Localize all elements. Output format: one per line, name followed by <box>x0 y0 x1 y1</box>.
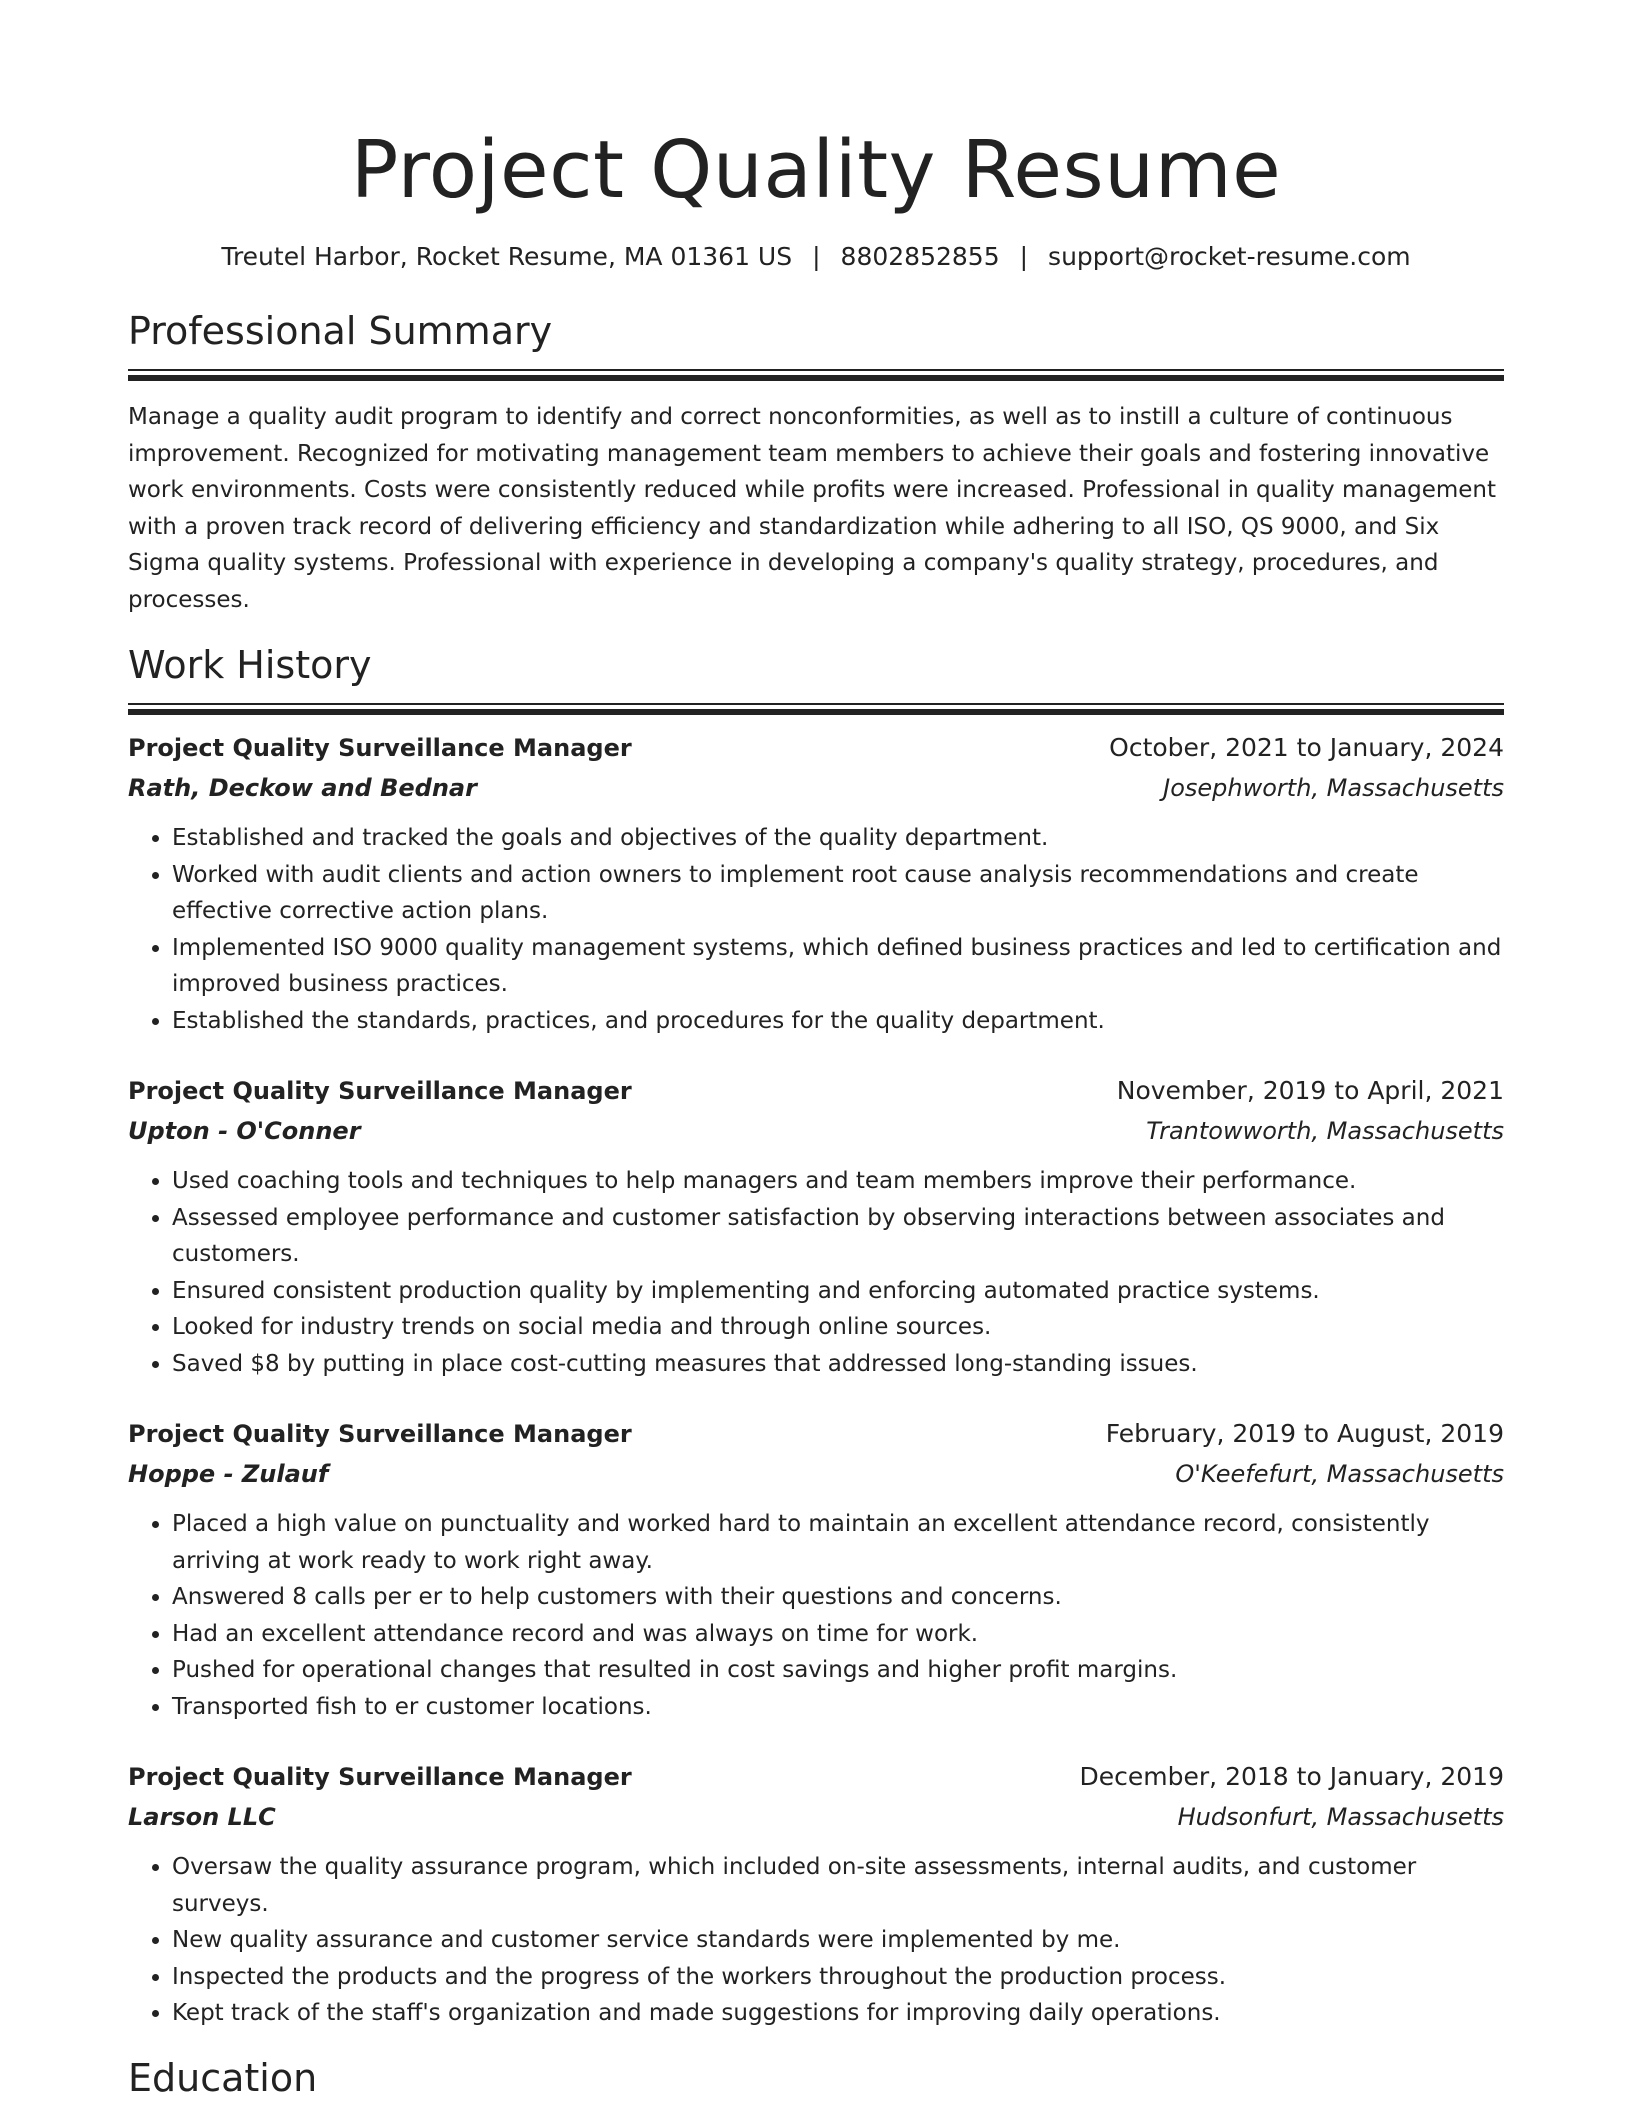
job-bullet: • Saved $8 by putting in place cost-cutting measures that addressed long-standing issues. <box>172 1346 1504 1383</box>
job-bullet: • Looked for industry trends on social media and through online sources. <box>172 1309 1504 1346</box>
job-location: O'Keefefurt, Massachusetts <box>1175 1460 1504 1488</box>
job-title: Project Quality Surveillance Manager <box>128 1420 632 1448</box>
rule-thin-line <box>128 369 1504 371</box>
contact-email: support@rocket-resume.com <box>1048 242 1411 271</box>
contact-address: Treutel Harbor, Rocket Resume, MA 01361 US <box>221 242 793 271</box>
job-company: Hoppe - Zulauf <box>128 1460 329 1488</box>
job-bullet: • Established the standards, practices, and procedures for the quality department. <box>172 1003 1504 1040</box>
job-bullet: • New quality assurance and customer service standards were implemented by me. <box>172 1922 1504 1959</box>
section-heading-work-history: Work History <box>128 643 372 687</box>
job-bullet: • Had an excellent attendance record and was always on time for work. <box>172 1616 1504 1653</box>
summary-section <box>128 307 1504 618</box>
job-bullet: • Worked with audit clients and action owners to implement root cause analysis recommendations and create effective corrective action plans. <box>172 857 1504 930</box>
job-company-row <box>128 1454 1504 1494</box>
job-entry <box>128 1414 1504 1725</box>
section-rule <box>128 703 1504 715</box>
section-heading-education: Education <box>128 2055 318 2100</box>
job-bullet: • Implemented ISO 9000 quality management systems, which defined business practices and led to certification and improved business practices. <box>172 930 1504 1003</box>
job-title: Project Quality Surveillance Manager <box>128 1763 632 1791</box>
job-company: Larson LLC <box>128 1803 276 1831</box>
job-bullet: • Answered 8 calls per er to help customers with their questions and concerns. <box>172 1579 1504 1616</box>
job-bullet: • Established and tracked the goals and objectives of the quality department. <box>172 820 1504 857</box>
job-company-row <box>128 768 1504 808</box>
job-bullet-list <box>128 1163 1504 1382</box>
job-bullet: • Pushed for operational changes that resulted in cost savings and higher profit margins. <box>172 1652 1504 1689</box>
job-dates: February, 2019 to August, 2019 <box>1105 1419 1504 1448</box>
section-heading-summary: Professional Summary <box>128 309 553 353</box>
education-section <box>128 2054 1504 2102</box>
contact-separator: | <box>812 242 821 271</box>
job-title-row <box>128 728 1504 768</box>
job-title: Project Quality Surveillance Manager <box>128 1077 632 1105</box>
job-bullet: • Oversaw the quality assurance program, which included on-site assessments, internal audits, and customer surveys. <box>172 1849 1504 1922</box>
summary-text: Manage a quality audit program to identify and correct nonconformities, as well as to instill a culture of continuous improvement. Recognized for motivating management team members to achieve their goals and fostering innovative work environments. Costs were consistently reduced while profits were increased. Professional in quality management with a proven track record of delivering efficiency and standardization while adhering to all ISO, QS 9000, and Six Sigma quality systems. Professional with experience in developing a company's quality strategy, procedures, and processes. <box>128 404 1497 613</box>
job-location: Trantowworth, Massachusetts <box>1146 1117 1504 1145</box>
job-dates: October, 2021 to January, 2024 <box>1109 733 1504 762</box>
job-bullet: • Transported fish to er customer locations. <box>172 1689 1504 1726</box>
job-title: Project Quality Surveillance Manager <box>128 734 632 762</box>
contact-phone: 8802852855 <box>840 242 1000 271</box>
job-location: Hudsonfurt, Massachusetts <box>1177 1803 1504 1831</box>
job-bullet: • Assessed employee performance and customer satisfaction by observing interactions between associates and customers. <box>172 1200 1504 1273</box>
job-bullet-list <box>128 1506 1504 1725</box>
job-bullet: • Used coaching tools and techniques to help managers and team members improve their performance. <box>172 1163 1504 1200</box>
job-bullet: • Placed a high value on punctuality and worked hard to maintain an excellent attendance record, consistently arriving at work ready to work right away. <box>172 1506 1504 1579</box>
job-company: Rath, Deckow and Bednar <box>128 774 477 802</box>
work-history-section <box>128 641 1504 2032</box>
job-company-row <box>128 1797 1504 1837</box>
job-location: Josephworth, Massachusetts <box>1163 774 1504 802</box>
job-bullet: • Kept track of the staff's organization and made suggestions for improving daily operations. <box>172 1995 1504 2032</box>
rule-thin-line <box>128 703 1504 705</box>
rule-thick-line <box>128 375 1504 381</box>
job-company: Upton - O'Conner <box>128 1117 361 1145</box>
job-bullet: • Ensured consistent production quality by implementing and enforcing automated practice systems. <box>172 1273 1504 1310</box>
rule-thick-line <box>128 709 1504 715</box>
job-entry <box>128 1757 1504 2032</box>
resume-title: Project Quality Resume <box>350 124 1282 216</box>
job-bullet-list <box>128 820 1504 1039</box>
job-title-row <box>128 1757 1504 1797</box>
job-dates: November, 2019 to April, 2021 <box>1116 1076 1504 1105</box>
resume-content <box>128 0 1504 2102</box>
job-company-row <box>128 1111 1504 1151</box>
section-rule <box>128 369 1504 381</box>
job-bullet-list <box>128 1849 1504 2032</box>
job-title-row <box>128 1071 1504 1111</box>
contact-separator: | <box>1019 242 1029 271</box>
contact-line <box>128 239 1504 275</box>
job-title-row <box>128 1414 1504 1454</box>
job-entry <box>128 1071 1504 1382</box>
job-entry <box>128 728 1504 1039</box>
job-dates: December, 2018 to January, 2019 <box>1079 1762 1504 1791</box>
job-bullet: • Inspected the products and the progress of the workers throughout the production process. <box>172 1959 1504 1996</box>
